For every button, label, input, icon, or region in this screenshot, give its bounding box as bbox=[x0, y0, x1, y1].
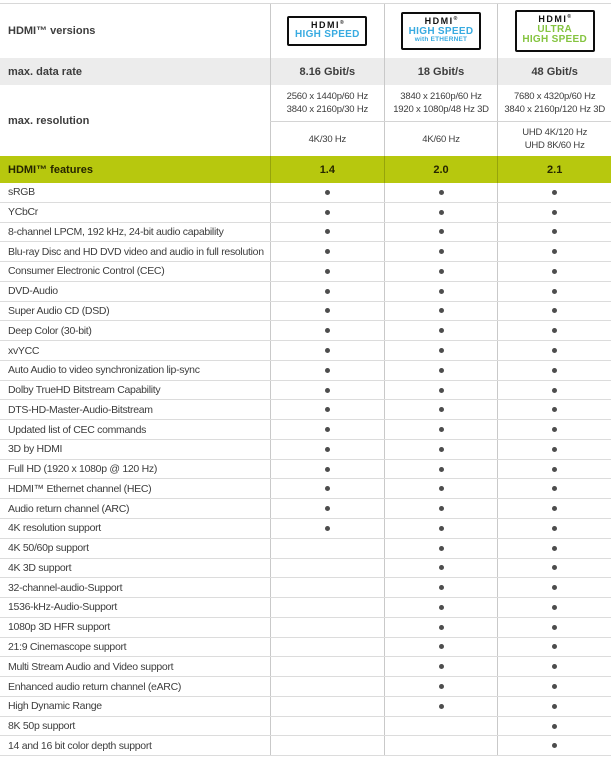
resolution-label: max. resolution bbox=[8, 114, 90, 127]
feature-support-cell bbox=[497, 638, 611, 657]
resolution-line: 2560 x 1440p/60 Hz bbox=[286, 91, 369, 102]
support-dot-icon bbox=[439, 644, 444, 649]
feature-label: Updated list of CEC commands bbox=[8, 423, 147, 436]
support-dot-icon bbox=[439, 486, 444, 491]
feature-row bbox=[0, 598, 611, 618]
badge-line: HIGH SPEED bbox=[522, 34, 588, 46]
support-dot-icon bbox=[439, 467, 444, 472]
support-dot-icon bbox=[552, 427, 557, 432]
support-dot-icon bbox=[552, 467, 557, 472]
feature-row bbox=[0, 657, 611, 677]
support-dot-icon bbox=[552, 407, 557, 412]
feature-support-cell bbox=[270, 736, 384, 755]
feature-support-cell bbox=[270, 697, 384, 716]
feature-support-cell bbox=[270, 262, 384, 281]
feature-support-cell bbox=[384, 203, 498, 222]
feature-support-cell bbox=[497, 677, 611, 696]
feature-row bbox=[0, 420, 611, 440]
support-dot-icon bbox=[439, 190, 444, 195]
feature-support-cell bbox=[497, 400, 611, 419]
feature-label: Blu-ray Disc and HD DVD video and audio in full resolution bbox=[8, 245, 264, 258]
feature-support-cell bbox=[270, 302, 384, 321]
resolution-secondary-hdmi14 bbox=[270, 122, 384, 156]
feature-support-cell bbox=[384, 420, 498, 439]
feature-support-cell bbox=[270, 499, 384, 518]
support-dot-icon bbox=[325, 486, 330, 491]
support-dot-icon bbox=[439, 526, 444, 531]
support-dot-icon bbox=[552, 368, 557, 373]
feature-row bbox=[0, 183, 611, 203]
feature-row bbox=[0, 262, 611, 282]
feature-support-cell bbox=[384, 361, 498, 380]
feature-support-cell bbox=[270, 539, 384, 558]
feature-support-cell bbox=[497, 341, 611, 360]
feature-support-cell bbox=[270, 638, 384, 657]
feature-support-cell bbox=[270, 519, 384, 538]
support-dot-icon bbox=[325, 269, 330, 274]
features-header-row bbox=[0, 156, 611, 183]
data-rate-hdmi21: 48 Gbit/s bbox=[497, 58, 611, 85]
feature-label: HDMI™ Ethernet channel (HEC) bbox=[8, 482, 152, 495]
feature-label: Dolby TrueHD Bitstream Capability bbox=[8, 384, 161, 397]
feature-support-cell bbox=[497, 519, 611, 538]
feature-support-cell bbox=[270, 400, 384, 419]
feature-label: 4K 3D support bbox=[8, 561, 72, 574]
resolution-grid bbox=[270, 85, 611, 156]
data-rate-hdmi14: 8.16 Gbit/s bbox=[270, 58, 384, 85]
support-dot-icon bbox=[325, 467, 330, 472]
hdmi-ultra-high-speed-badge bbox=[515, 10, 595, 51]
feature-support-cell bbox=[270, 223, 384, 242]
feature-support-cell bbox=[384, 638, 498, 657]
feature-label: Enhanced audio return channel (eARC) bbox=[8, 680, 182, 693]
feature-row bbox=[0, 479, 611, 499]
feature-support-cell bbox=[270, 559, 384, 578]
feature-support-cell bbox=[497, 242, 611, 261]
feature-support-cell bbox=[270, 341, 384, 360]
support-dot-icon bbox=[439, 328, 444, 333]
support-dot-icon bbox=[552, 526, 557, 531]
resolution-line: 4K/60 Hz bbox=[422, 133, 460, 145]
support-dot-icon bbox=[439, 269, 444, 274]
support-dot-icon bbox=[552, 388, 557, 393]
feature-row bbox=[0, 677, 611, 697]
resolution-primary-hdmi21 bbox=[497, 85, 611, 121]
feature-support-cell bbox=[497, 302, 611, 321]
feature-support-cell bbox=[270, 282, 384, 301]
feature-support-cell bbox=[384, 479, 498, 498]
feature-support-cell bbox=[384, 400, 498, 419]
feature-support-cell bbox=[497, 697, 611, 716]
feature-label: 1080p 3D HFR support bbox=[8, 621, 110, 634]
feature-support-cell bbox=[270, 460, 384, 479]
feature-support-cell bbox=[497, 717, 611, 736]
feature-support-cell bbox=[384, 302, 498, 321]
feature-support-cell bbox=[270, 677, 384, 696]
feature-support-cell bbox=[497, 657, 611, 676]
support-dot-icon bbox=[439, 229, 444, 234]
feature-support-cell bbox=[384, 677, 498, 696]
feature-support-cell bbox=[497, 598, 611, 617]
support-dot-icon bbox=[325, 308, 330, 313]
resolution-secondary-row bbox=[270, 121, 611, 156]
feature-row bbox=[0, 559, 611, 579]
feature-support-cell bbox=[384, 736, 498, 755]
feature-label: DVD-Audio bbox=[8, 285, 58, 298]
feature-row bbox=[0, 203, 611, 223]
support-dot-icon bbox=[552, 625, 557, 630]
feature-label: 1536-kHz-Audio-Support bbox=[8, 601, 117, 614]
support-dot-icon bbox=[439, 447, 444, 452]
resolution-primary-row bbox=[270, 85, 611, 121]
support-dot-icon bbox=[439, 704, 444, 709]
feature-label: 32-channel-audio-Support bbox=[8, 581, 123, 594]
support-dot-icon bbox=[552, 249, 557, 254]
feature-row bbox=[0, 321, 611, 341]
feature-row bbox=[0, 499, 611, 519]
feature-row bbox=[0, 223, 611, 243]
feature-label: 8K 50p support bbox=[8, 720, 76, 733]
support-dot-icon bbox=[439, 348, 444, 353]
feature-support-cell bbox=[497, 282, 611, 301]
feature-support-cell bbox=[384, 282, 498, 301]
hdmi-logo: HDMI® bbox=[538, 14, 572, 25]
hdmi-high-speed-badge bbox=[287, 16, 367, 47]
hdmi-logo: HDMI® bbox=[424, 16, 458, 27]
support-dot-icon bbox=[552, 486, 557, 491]
features-header-hdmi14: 1.4 bbox=[270, 156, 384, 183]
support-dot-icon bbox=[325, 388, 330, 393]
feature-support-cell bbox=[497, 559, 611, 578]
feature-support-cell bbox=[497, 420, 611, 439]
feature-label: Audio return channel (ARC) bbox=[8, 502, 130, 515]
resolution-primary-hdmi20 bbox=[384, 85, 498, 121]
feature-row bbox=[0, 697, 611, 717]
feature-support-cell bbox=[270, 361, 384, 380]
support-dot-icon bbox=[325, 229, 330, 234]
support-dot-icon bbox=[552, 605, 557, 610]
support-dot-icon bbox=[552, 348, 557, 353]
support-dot-icon bbox=[439, 368, 444, 373]
feature-support-cell bbox=[270, 242, 384, 261]
feature-row bbox=[0, 381, 611, 401]
features-header-hdmi21: 2.1 bbox=[497, 156, 611, 183]
support-dot-icon bbox=[439, 427, 444, 432]
feature-support-cell bbox=[384, 321, 498, 340]
features-header-hdmi20: 2.0 bbox=[384, 156, 498, 183]
support-dot-icon bbox=[439, 585, 444, 590]
support-dot-icon bbox=[325, 447, 330, 452]
feature-support-cell bbox=[270, 381, 384, 400]
feature-support-cell bbox=[270, 420, 384, 439]
feature-support-cell bbox=[270, 598, 384, 617]
versions-row bbox=[0, 4, 611, 58]
data-rate-hdmi20: 18 Gbit/s bbox=[384, 58, 498, 85]
feature-support-cell bbox=[384, 460, 498, 479]
support-dot-icon bbox=[325, 506, 330, 511]
support-dot-icon bbox=[325, 289, 330, 294]
support-dot-icon bbox=[552, 190, 557, 195]
support-dot-icon bbox=[552, 210, 557, 215]
feature-support-cell bbox=[384, 242, 498, 261]
support-dot-icon bbox=[439, 605, 444, 610]
feature-label: 4K resolution support bbox=[8, 522, 101, 535]
resolution-line: 3840 x 2160p/120 Hz 3D bbox=[504, 104, 606, 115]
versions-cell-hdmi20 bbox=[384, 4, 498, 58]
feature-support-cell bbox=[497, 460, 611, 479]
feature-support-cell bbox=[497, 479, 611, 498]
support-dot-icon bbox=[325, 348, 330, 353]
feature-support-cell bbox=[270, 183, 384, 202]
feature-support-cell bbox=[384, 539, 498, 558]
feature-support-cell bbox=[497, 321, 611, 340]
feature-row bbox=[0, 242, 611, 262]
feature-label: Auto Audio to video synchronization lip-sync bbox=[8, 364, 200, 377]
support-dot-icon bbox=[439, 289, 444, 294]
feature-support-cell bbox=[497, 440, 611, 459]
feature-support-cell bbox=[270, 657, 384, 676]
hdmi-high-speed-ethernet-badge bbox=[401, 12, 481, 50]
feature-support-cell bbox=[384, 657, 498, 676]
feature-row bbox=[0, 638, 611, 658]
feature-label: xvYCC bbox=[8, 344, 40, 357]
feature-support-cell bbox=[384, 499, 498, 518]
support-dot-icon bbox=[552, 546, 557, 551]
support-dot-icon bbox=[325, 427, 330, 432]
feature-support-cell bbox=[384, 341, 498, 360]
support-dot-icon bbox=[325, 190, 330, 195]
support-dot-icon bbox=[552, 328, 557, 333]
feature-label: Deep Color (30-bit) bbox=[8, 324, 92, 337]
feature-row bbox=[0, 539, 611, 559]
feature-support-cell bbox=[497, 262, 611, 281]
feature-row bbox=[0, 361, 611, 381]
versions-cell-hdmi21 bbox=[497, 4, 611, 58]
feature-support-cell bbox=[270, 203, 384, 222]
support-dot-icon bbox=[552, 704, 557, 709]
feature-label: 3D by HDMI bbox=[8, 443, 63, 456]
feature-label: 14 and 16 bit color depth support bbox=[8, 739, 152, 752]
feature-support-cell bbox=[384, 381, 498, 400]
support-dot-icon bbox=[552, 644, 557, 649]
support-dot-icon bbox=[439, 664, 444, 669]
feature-support-cell bbox=[497, 381, 611, 400]
feature-label: 4K 50/60p support bbox=[8, 542, 89, 555]
feature-row bbox=[0, 578, 611, 598]
support-dot-icon bbox=[552, 229, 557, 234]
feature-label: Consumer Electronic Control (CEC) bbox=[8, 265, 165, 278]
feature-support-cell bbox=[270, 479, 384, 498]
feature-label: YCbCr bbox=[8, 206, 39, 219]
support-dot-icon bbox=[439, 684, 444, 689]
support-dot-icon bbox=[552, 664, 557, 669]
badge-line: HIGH SPEED bbox=[294, 28, 360, 40]
feature-support-cell bbox=[497, 578, 611, 597]
feature-row bbox=[0, 736, 611, 756]
features-header-label: HDMI™ features bbox=[8, 163, 93, 176]
feature-row bbox=[0, 440, 611, 460]
versions-cell-hdmi14 bbox=[270, 4, 384, 58]
resolution-primary-hdmi14 bbox=[270, 85, 384, 121]
support-dot-icon bbox=[552, 684, 557, 689]
support-dot-icon bbox=[439, 308, 444, 313]
feature-label: Multi Stream Audio and Video support bbox=[8, 660, 174, 673]
resolution-secondary-hdmi21 bbox=[497, 122, 611, 156]
resolution-line: 4K/30 Hz bbox=[308, 133, 347, 145]
feature-label: Full HD (1920 x 1080p @ 120 Hz) bbox=[8, 463, 158, 476]
support-dot-icon bbox=[325, 328, 330, 333]
feature-support-cell bbox=[384, 559, 498, 578]
feature-support-cell bbox=[384, 618, 498, 637]
support-dot-icon bbox=[552, 447, 557, 452]
feature-support-cell bbox=[497, 361, 611, 380]
feature-support-cell bbox=[384, 697, 498, 716]
resolution-row bbox=[0, 85, 611, 156]
feature-label: Super Audio CD (DSD) bbox=[8, 304, 110, 317]
resolution-line: 3840 x 2160p/30 Hz bbox=[286, 104, 369, 115]
feature-row bbox=[0, 282, 611, 302]
feature-label: High Dynamic Range bbox=[8, 700, 102, 713]
support-dot-icon bbox=[439, 565, 444, 570]
resolution-secondary-hdmi20 bbox=[384, 122, 498, 156]
feature-support-cell bbox=[384, 223, 498, 242]
resolution-line: 3840 x 2160p/60 Hz bbox=[400, 91, 482, 102]
feature-support-cell bbox=[384, 183, 498, 202]
hdmi-logo: HDMI® bbox=[310, 19, 344, 30]
support-dot-icon bbox=[325, 526, 330, 531]
support-dot-icon bbox=[439, 506, 444, 511]
support-dot-icon bbox=[552, 506, 557, 511]
support-dot-icon bbox=[325, 368, 330, 373]
feature-label: sRGB bbox=[8, 186, 35, 199]
support-dot-icon bbox=[439, 388, 444, 393]
hdmi-comparison-table bbox=[0, 3, 611, 756]
feature-row bbox=[0, 302, 611, 322]
feature-label: 8-channel LPCM, 192 kHz, 24-bit audio capability bbox=[8, 225, 224, 238]
resolution-line: UHD 4K/120 Hz bbox=[522, 127, 588, 138]
feature-label: DTS-HD-Master-Audio-Bitstream bbox=[8, 403, 153, 416]
resolution-line: 7680 x 4320p/60 Hz bbox=[513, 91, 596, 102]
support-dot-icon bbox=[325, 407, 330, 412]
feature-support-cell bbox=[384, 440, 498, 459]
feature-label: 21:9 Cinemascope support bbox=[8, 640, 127, 653]
feature-row bbox=[0, 400, 611, 420]
resolution-line: 1920 x 1080p/48 Hz 3D bbox=[393, 104, 489, 115]
data-rate-row bbox=[0, 58, 611, 85]
feature-row bbox=[0, 519, 611, 539]
support-dot-icon bbox=[439, 546, 444, 551]
support-dot-icon bbox=[552, 724, 557, 729]
feature-support-cell bbox=[270, 440, 384, 459]
feature-support-cell bbox=[270, 321, 384, 340]
feature-support-cell bbox=[497, 203, 611, 222]
feature-support-cell bbox=[497, 539, 611, 558]
feature-support-cell bbox=[497, 223, 611, 242]
badge-line: HIGH SPEED bbox=[408, 25, 474, 37]
feature-support-cell bbox=[384, 598, 498, 617]
feature-row bbox=[0, 460, 611, 480]
feature-support-cell bbox=[384, 262, 498, 281]
badge-line: ULTRA bbox=[537, 23, 572, 35]
support-dot-icon bbox=[439, 249, 444, 254]
support-dot-icon bbox=[552, 743, 557, 748]
feature-support-cell bbox=[270, 717, 384, 736]
support-dot-icon bbox=[552, 565, 557, 570]
feature-support-cell bbox=[497, 736, 611, 755]
support-dot-icon bbox=[439, 625, 444, 630]
support-dot-icon bbox=[325, 210, 330, 215]
feature-row bbox=[0, 618, 611, 638]
feature-support-cell bbox=[270, 618, 384, 637]
feature-row bbox=[0, 717, 611, 737]
support-dot-icon bbox=[439, 407, 444, 412]
support-dot-icon bbox=[552, 269, 557, 274]
feature-support-cell bbox=[384, 578, 498, 597]
feature-support-cell bbox=[384, 519, 498, 538]
versions-row-label: HDMI™ versions bbox=[8, 25, 96, 37]
feature-support-cell bbox=[497, 618, 611, 637]
features-list bbox=[0, 183, 611, 756]
support-dot-icon bbox=[552, 308, 557, 313]
feature-support-cell bbox=[384, 717, 498, 736]
support-dot-icon bbox=[325, 249, 330, 254]
feature-row bbox=[0, 341, 611, 361]
feature-support-cell bbox=[497, 183, 611, 202]
badge-subline: with ETHERNET bbox=[414, 36, 468, 44]
support-dot-icon bbox=[439, 210, 444, 215]
feature-support-cell bbox=[270, 578, 384, 597]
support-dot-icon bbox=[552, 289, 557, 294]
support-dot-icon bbox=[552, 585, 557, 590]
feature-support-cell bbox=[497, 499, 611, 518]
resolution-line: UHD 8K/60 Hz bbox=[524, 140, 585, 151]
data-rate-label: max. data rate bbox=[8, 65, 82, 78]
